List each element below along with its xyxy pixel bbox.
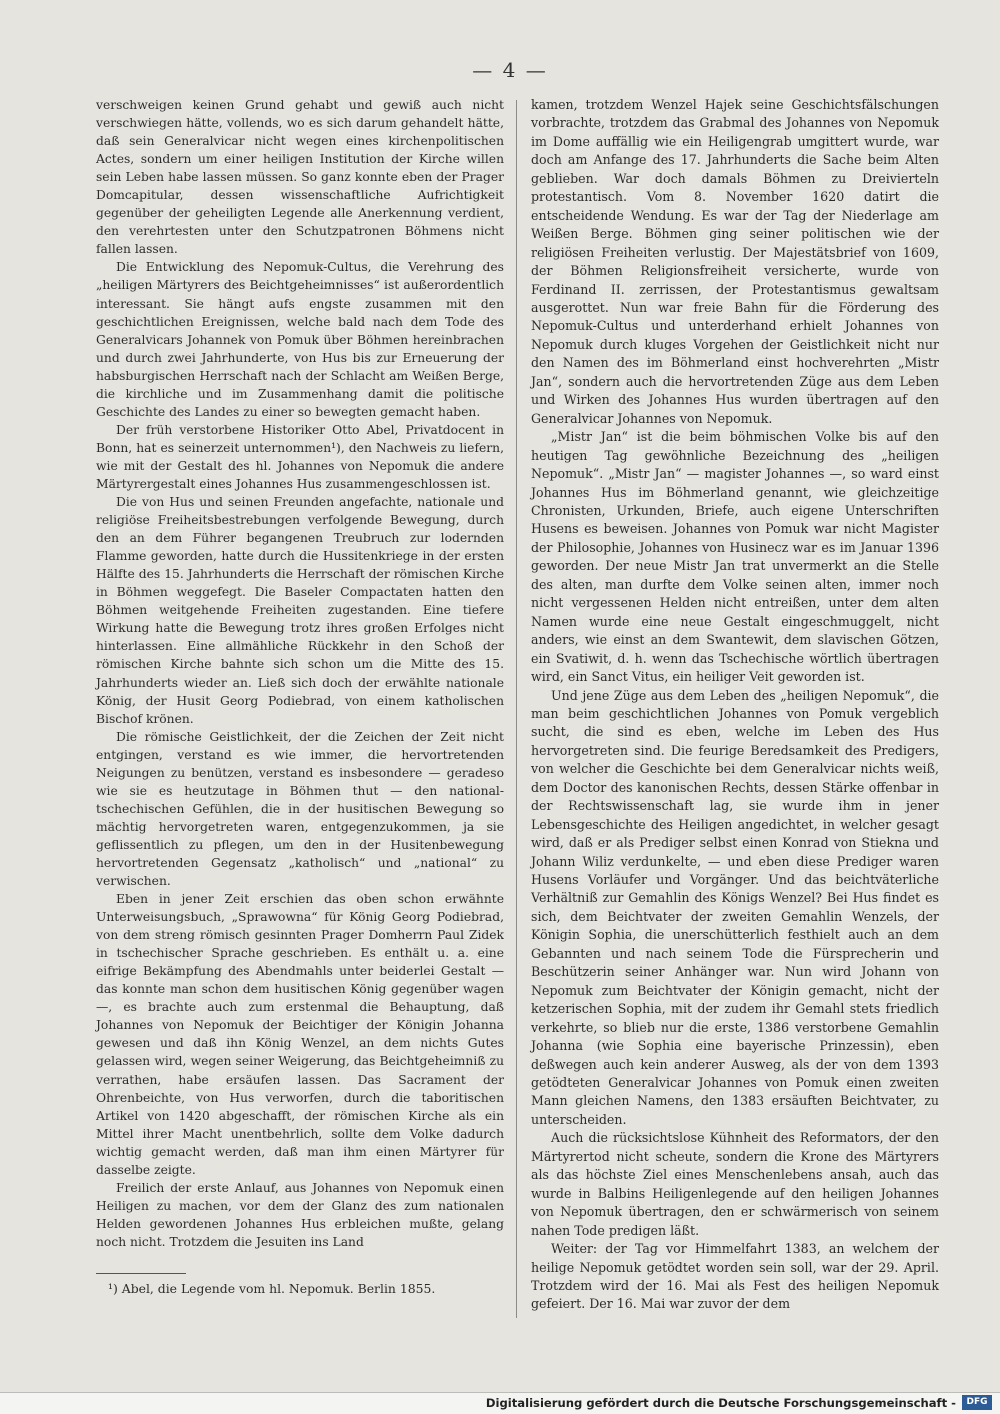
paragraph: Freilich der erste Anlauf, aus Johannes von Nepomuk einen Heiligen zu machen, vor dem der Glanz des zum nationalen Helden gewordenen Johannes Hus erbleichen mußte, gelang noch nicht. Trotzdem die Jesuiten ins Land (96, 1180, 504, 1249)
column-divider (516, 100, 517, 1318)
page-number: — 4 — (472, 58, 548, 82)
dfg-logo-icon: DFG (962, 1395, 992, 1410)
paragraph: Die Entwicklung des Nepomuk-Cultus, die Verehrung des „heiligen Märtyrers des Beichtgeheimnisses“ ist außerordentlich interessant. Sie hängt aufs engste zusammen mit den geschichtlichen Ereignissen, welche bald nach dem Tode des Generalvicars Johannek von Pomuk über Böhmen hereinbrachen und durch zwei Jahrhunderte, von Hus bis zur Erneuerung der habsburgischen Herrschaft nach der Schlacht am Weißen Berge, die kirchliche und im Zusammenhang damit die politische Geschichte des Landes zu einer so bewegten gemacht haben. (96, 260, 504, 419)
digitization-footer (0, 1392, 1000, 1414)
paragraph: Die römische Geistlichkeit, der die Zeichen der Zeit nicht entgingen, verstand es wie immer, die hervortretenden Neigungen zu benützen, verstand es insbesondere — geradeso wie sie es heutzutage in Böhmen thut — den national-tschechischen Gefühlen, die in der husitischen Bewegung so mächtig hervorgetreten waren, entgegenzukommen, ja sie geflissentlich zu pflegen, um den in der Husitenbewegung hervortretenden Gegensatz „katholisch“ und „national“ zu verwischen. (96, 729, 504, 889)
paragraph: Auch die rücksichtslose Kühnheit des Reformators, der den Märtyrertod nicht scheute, sondern die Krone des Märtyrers als das höchste Ziel eines Menschenlebens ansah, auch das wurde in Balbins Heiligenlegende auf den heiligen Johannes von Nepomuk übertragen, den er schwärmerisch von seinem nahen Tode predigen läßt. (531, 1130, 939, 1238)
paragraph: „Mistr Jan“ ist die beim böhmischen Volke bis auf den heutigen Tag gewöhnliche Bezeichnung des „heiligen Nepomuk“. „Mistr Jan“ — magister Johannes —, so ward einst Johannes Hus im Böhmerland genannt, wie gleichzeitige Chronisten, Urkunden, Briefe, auch eigene Unterschriften Husens es beweisen. Johannes von Pomuk war nicht Magister der Philosophie, Johannes von Husinecz war es im Januar 1396 geworden. Der neue Mistr Jan trat unvermerkt an die Stelle des alten, man durfte dem Volke seinen alten, immer noch nicht vergessenen Helden nicht entreißen, unter dem alten Namen wurde eine neue Gestalt eingeschmuggelt, nicht anders, wie einst an dem Swantewit, dem slavischen Götzen, ein Svatiwit, d. h. wenn das Tschechische wörtlich übertragen wird, ein Sanct Vitus, ein heiliger Veit geworden ist. (531, 429, 939, 685)
paragraph: Der früh verstorbene Historiker Otto Abel, Privatdocent in Bonn, hat es seinerzeit unternommen¹), den Nachweis zu liefern, wie mit der Gestalt des hl. Johannes von Nepomuk die andere Märtyrergestalt eines Johannes Hus zusammengeschlossen ist. (96, 422, 504, 491)
paragraph: Eben in jener Zeit erschien das oben schon erwähnte Unterweisungsbuch, „Sprawowna“ für König Georg Podiebrad, von dem streng römisch gesinnten Prager Domherrn Paul Zidek in tschechischer Sprache geschrieben. Es enthält u. a. eine eifrige Bekämpfung des Abendmahls unter beiderlei Gestalt — das konnte man schon dem husitischen König gegenüber wagen —, es brachte auch zum erstenmal die Behauptung, daß Johannes von Nepomuk der Beichtiger der Königin Johanna gewesen und daß ihn König Wenzel, an dem nichts Gutes gelassen wird, wegen seiner Weigerung, das Beichtgeheimniß zu verrathen, habe ersäufen lassen. Das Sacrament der Ohrenbeichte, von Hus verworfen, durch die taboritischen Artikel von 1420 abgeschafft, der römischen Kirche als ein Mittel ihrer Macht unentbehrlich, sollte dem Volke dadurch wichtig gemacht werden, daß man ihm einen Märtyrer für dasselbe zeigte. (96, 892, 504, 1177)
paragraph: kamen, trotzdem Wenzel Hajek seine Geschichtsfälschungen vorbrachte, trotzdem das Grabmal des Johannes von Nepomuk im Dome auffällig wie ein Heiligengrab umgittert wurde, war doch am Anfange des 17. Jahrhunderts die Sache beim Alten geblieben. War doch damals Böhmen zu Dreivierteln protestantisch. Vom 8. November 1620 datirt die entscheidende Wendung. Es war der Tag der Niederlage am Weißen Berge. Böhmen ging seiner politischen wie der religiösen Freiheiten verlustig. Der Majestätsbrief von 1609, der Böhmen Religionsfreiheit versicherte, wurde von Ferdinand II. zerrissen, der Protestantismus gewaltsam ausgerottet. Nun war freie Bahn für die Förderung des Nepomuk-Cultus und unterderhand erhielt Johannes von Nepomuk durch kluges Vorgehen der Geistlichkeit nicht nur den Namen des im Böhmerland einst hochverehrten „Mistr Jan“, sondern auch die hervortretenden Züge aus dem Leben und Wirken des Johannes Hus wurden übertragen auf den Generalvicar Johannes von Nepomuk. (531, 97, 939, 426)
paragraph: Die von Hus und seinen Freunden angefachte, nationale und religiöse Freiheitsbestrebungen verfolgende Bewegung, durch den an dem Führer begangenen Treubruch zur lodernden Flamme geworden, hatte durch die Hussitenkriege in der ersten Hälfte des 15. Jahrhunderts die Herrschaft der römischen Kirche in Böhmen weggefegt. Die Baseler Compactaten hatten den Böhmen weitgehende Freiheiten zugestanden. Eine tiefere Wirkung hatte die Bewegung trotz ihres großen Erfolges nicht hinterlassen. Eine allmähliche Rückkehr in den Schoß der römischen Kirche bahnte sich schon um die Mitte des 15. Jahrhunderts wieder an. Ließ sich doch der erwählte nationale König, der Husit Georg Podiebrad, von einem katholischen Bischof krönen. (96, 495, 504, 726)
funding-notice: Digitalisierung gefördert durch die Deutsche Forschungsgemeinschaft - (485, 1396, 956, 1410)
right-column (531, 96, 939, 1322)
footnote: ¹) Abel, die Legende vom hl. Nepomuk. Berlin 1855. (108, 1281, 436, 1296)
paragraph: verschweigen keinen Grund gehabt und gewiß auch nicht verschwiegen hätte, vollends, wo es sich darum gehandelt hätte, daß sein Generalvicar nicht wegen eines kirchenpolitischen Actes, sondern um einer heiligen Institution der Kirche willen sein Leben habe lassen müssen. So ganz konnte eben der Prager Domcapitular, dessen wissenschaftliche Aufrichtigkeit gegenüber der geheiligten Legende alle Anerkennung verdient, den verehrtesten unter den Schutzpatronen Böhmens nicht fallen lassen. (96, 98, 504, 257)
paragraph: Weiter: der Tag vor Himmelfahrt 1383, an welchem der heilige Nepomuk getödtet worden sein soll, war der 29. April. Trotzdem wird der 16. Mai als Fest des heiligen Nepomuk gefeiert. Der 16. Mai war zuvor der dem (531, 1241, 939, 1312)
footnote-rule (96, 1273, 186, 1274)
paragraph: Und jene Züge aus dem Leben des „heiligen Nepomuk“, die man beim geschichtlichen Johannes von Pomuk vergeblich sucht, die sind es eben, welche im Leben des Hus hervorgetreten sind. Die feurige Beredsamkeit des Predigers, von welcher die Geschichte bei dem Generalvicar nichts weiß, dem Doctor des kanonischen Rechts, dessen Stärke offenbar in der Rechtswissenschaft lag, sie wurde ihm in jener Lebensgeschichte des Heiligen angedichtet, in welcher gesagt wird, daß er als Prediger selbst einen Konrad von Stiekna und Johann Wiliz verdunkelte, — und eben diese Prediger waren Husens Vorläufer und Vorgänger. Und das beichtväterliche Verhältniß zur Gemahlin des Königs Wenzel? Bei Hus findet es sich, dem Beichtvater der zweiten Gemahlin Wenzels, der Königin Sophia, die unerschütterlich festhielt auch an dem Gebannten und nach seinem Tode die Fürsprecherin und Beschützerin seiner Anhänger war. Nun wird Johann von Nepomuk zum Beichtvater der Königin gemacht, nicht der ketzerischen Sophia, mit der zudem ihr Gemahl stets friedlich verkehrte, so blieb nur die erste, 1386 verstorbene Gemahlin Johanna (wie Sophia eine bayerische Prinzessin), eben deßwegen auch kein anderer Ausweg, als der von dem 1393 getödteten Generalvicar Johannes von Pomuk einen zweiten Mann gleichen Namens, den 1383 ersäuften Beichtvater, zu unterscheiden. (531, 687, 939, 1127)
left-column (96, 96, 504, 1266)
